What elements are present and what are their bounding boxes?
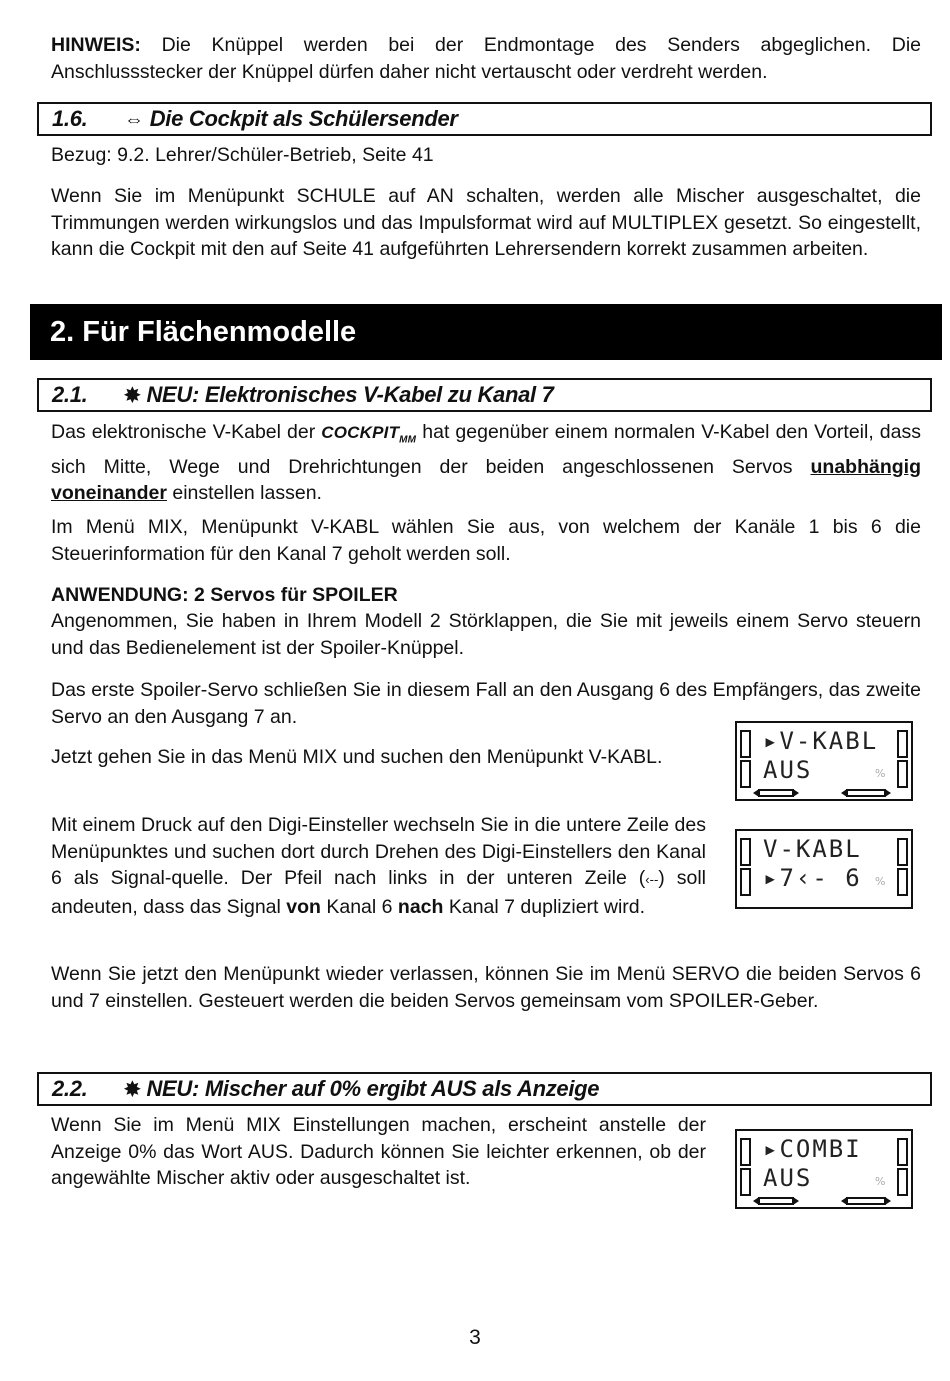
section-2-1-paragraph-5: Jetzt gehen Sie in das Menü MIX und suchen den Menüpunkt V-KABL. [51, 746, 663, 768]
chapter-2-banner: 2. Für Flächenmodelle [30, 304, 942, 360]
text-run: hat gegenüber einem normalen V-Kabel den Vorteil, dass sich Mitte, Wege und Drehrichtungen der beiden angeschlossenen Servos [51, 421, 921, 478]
section-title: Die Cockpit als Schülersender [149, 106, 458, 131]
section-1-6-paragraph: Wenn Sie im Menüpunkt SCHULE auf AN schalten, werden alle Mischer ausgeschaltet, die Trimmungen werden wirkungslos und das Impulsformat wird auf MULTIPLEX gesetzt. So eingestellt, kann die Cockpit mit den auf Seite 41 aufgeführten Lehrersendern korrekt zusammen arbeiten. [51, 185, 921, 260]
section-2-1-paragraph-6-body [51, 812, 706, 920]
lcd-display-combi-aus [735, 1129, 913, 1209]
section-2-2-paragraph: Wenn Sie im Menü MIX Einstellungen machen, erscheint anstelle der Anzeige 0% das Wort AUS. Dadurch können Sie leichter erkennen, ob der angewählte Mischer aktiv oder ausgeschaltet ist. [51, 1114, 706, 1189]
burst-icon: ✸ [124, 385, 141, 407]
text-run: einstellen lassen. [166, 482, 322, 505]
section-1-6-heading [37, 102, 932, 136]
burst-icon: ✸ [124, 1079, 141, 1101]
text-run: Kanal 7 dupliziert wird. [443, 895, 646, 918]
brand-sub: MM [399, 434, 417, 446]
section-2-1-heading [37, 378, 932, 412]
lcd-display-vkabl-aus [735, 721, 913, 801]
section-1-6-reference: Bezug: 9.2. Lehrer/Schüler-Betrieb, Seite 41 [51, 144, 434, 166]
cockpit-brand [321, 423, 417, 446]
lcd-line-2: AUS [763, 756, 813, 784]
section-2-1-paragraph-1 [51, 419, 921, 507]
page-number: 3 [469, 1326, 481, 1349]
lcd-line-1: ▸COMBI [763, 1135, 862, 1163]
section-2-1-paragraph-2: Im Menü MIX, Menüpunkt V-KABL wählen Sie aus, von welchem der Kanäle 1 bis 6 die Steuerinformation für den Kanal 7 geholt werden soll. [51, 516, 921, 565]
emphasis-bold: von [286, 895, 321, 918]
lcd-line-1: V-KABL [763, 835, 862, 863]
section-title: NEU: Elektronisches V-Kabel zu Kanal 7 [146, 382, 554, 407]
lcd-line-2: ▸7‹- 6 [763, 864, 862, 892]
double-arrow-icon: ⇔ [124, 109, 144, 131]
lcd-line-2: AUS [763, 1164, 813, 1192]
left-arrow-symbol: ‹-- [645, 872, 659, 887]
section-number: 2.2. [52, 1076, 88, 1101]
lcd-unit: % [875, 1175, 886, 1188]
text-run: Kanal 6 [320, 895, 398, 918]
emphasis-bold: nach [397, 895, 444, 918]
section-2-1-paragraph-4: Das erste Spoiler-Servo schließen Sie in diesem Fall an den Ausgang 6 des Empfängers, das zweite Servo an den Ausgang 7 an. [51, 679, 921, 728]
emphasis-underline: unabhängig voneinander [51, 455, 921, 505]
lcd-unit: % [875, 875, 886, 888]
text-run: ) soll andeuten, dass das Signal [51, 867, 707, 918]
text-run: Mit einem Druck auf den Digi-Einsteller wechseln Sie in die untere Zeile des Menüpunktes und suchen dort durch Drehen des Digi-Einstellers den Kanal 6 als Signal-quelle. Der Pfeil nach links in der unteren Zeile ( [51, 814, 706, 889]
section-number: 1.6. [52, 106, 88, 131]
lcd-unit: % [875, 767, 886, 780]
text-run: Das elektronische V-Kabel der [51, 421, 322, 443]
lcd-display-vkabl-6 [735, 829, 913, 909]
lcd-line-1: ▸V-KABL [763, 727, 879, 755]
section-2-1-paragraph-3: Angenommen, Sie haben in Ihrem Modell 2 Störklappen, die Sie mit jeweils einem Servo steuern und das Bedienelement ist der Spoiler-Knüppel. [51, 610, 921, 659]
hinweis-paragraph [51, 32, 921, 85]
section-2-2-heading [37, 1072, 932, 1106]
section-2-1-paragraph-7: Wenn Sie jetzt den Menüpunkt wieder verlassen, können Sie im Menü SERVO die beiden Servos 6 und 7 einstellen. Gesteuert werden die beiden Servos gemeinsam vom SPOILER-Geber. [51, 963, 921, 1012]
section-title: NEU: Mischer auf 0% ergibt AUS als Anzeige [146, 1076, 600, 1101]
section-number: 2.1. [52, 382, 88, 407]
anwendung-heading: ANWENDUNG: 2 Servos für SPOILER [51, 584, 398, 606]
brand-name: COCKPIT [321, 423, 400, 442]
hinweis-label: HINWEIS: [51, 34, 141, 56]
hinweis-text: Die Knüppel werden bei der Endmontage des Senders abgeglichen. Die Anschlussstecker der Knüppel dürfen daher nicht vertauscht oder verdreht werden. [51, 34, 921, 83]
